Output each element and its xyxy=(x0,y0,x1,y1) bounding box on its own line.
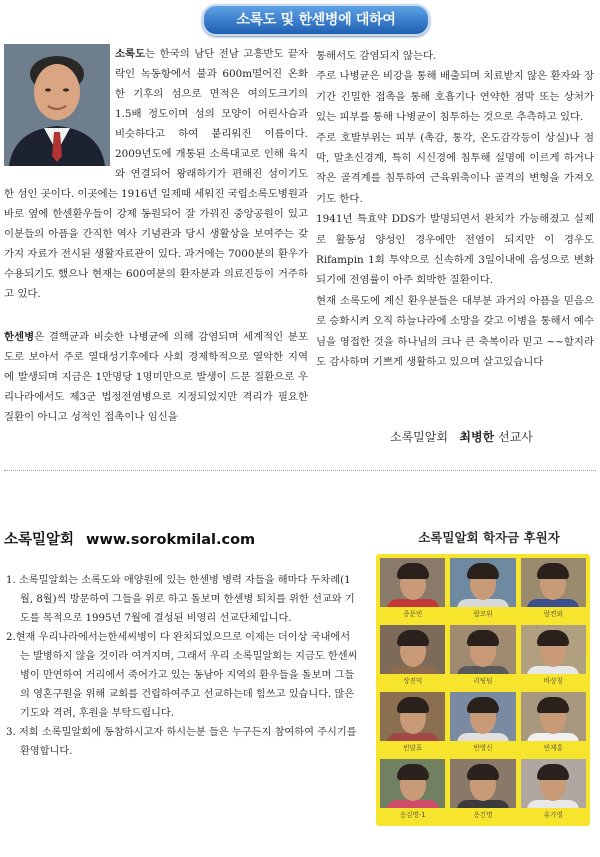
right-column xyxy=(316,46,594,373)
col2-paragraph: 주로 호발부위는 피부 (촉감, 통각, 온도감각등이 상실)나 점막, 말초신경계, 특히 시신경에 침투해 실명에 이르게 하거나 작은 골격계를 침투하여 근육위축이나 골격의 변형을 가져오기도 한다. xyxy=(316,131,594,205)
org-url-link[interactable]: www.sorokmilal.com xyxy=(86,532,256,548)
donor-name: 빈달표 xyxy=(403,744,423,752)
col2-paragraph: 현재 소록도에 계신 환우분들은 대부분 과거의 아픔을 믿음으로 승화시켜 오직 하늘나라에 소망을 갖고 이병을 통해서 예수님을 영접한 것을 하나님의 크나 큰 축복이라 믿고 ~~할지라도 감사하며 기쁘게 생활하고 있으며 살고있습니다 xyxy=(316,294,594,369)
donor-card xyxy=(521,692,586,757)
donor-name: 상진덕 xyxy=(403,677,423,685)
list-item: 3. 저희 소록밀알회에 동참하시고자 하시는분 들은 누구든지 참여하여 주시기를 환영합니다. xyxy=(6,727,357,758)
donor-card xyxy=(450,558,515,623)
hansen-term: 한센병 xyxy=(4,331,35,343)
donor-card xyxy=(521,558,586,623)
section-divider xyxy=(4,470,596,471)
signature-org: 소록밀알회 xyxy=(390,430,448,444)
org-heading xyxy=(4,528,255,549)
page-title-banner xyxy=(202,4,430,36)
col2-paragraph: 통해서도 감염되지 않는다. xyxy=(316,50,437,62)
donor-photo xyxy=(380,558,445,607)
donor-photo xyxy=(521,692,586,741)
page-title: 소록도 및 한센병에 대하여 xyxy=(236,12,396,28)
signature-name: 최병한 xyxy=(459,430,495,444)
donor-card xyxy=(521,625,586,690)
donor-photo xyxy=(380,759,445,808)
donor-name: 응김명-1 xyxy=(399,811,426,819)
sorokdo-term: 소록도 xyxy=(115,48,146,60)
donor-card xyxy=(450,759,515,824)
donor-card xyxy=(521,759,586,824)
org-name: 소록밀알회 xyxy=(4,532,75,548)
donor-photo xyxy=(521,558,586,607)
donor-name: 람켠외 xyxy=(543,610,563,618)
sorokdo-text: 는 한국의 남단 전남 고흥반도 끝자락인 녹동항에서 불과 600m떨어진 온화한 기후의 섬으로 면적은 여의도크기의 1.5배 정도이며 섬의 모양이 어린사슴과 비슷하다고 하여 붙리워진 이름이다. 2009년도에 개통된 소록대교로 인해 육지와 연결되어 왕래하기가 편해진 섬이기도 한 섬인 곳이다. 이곳에는 1916년 일제때 세워진 국립소록도병원과 바로 옆에 한센환우들이 강제 동원되어 잘 가꿔진 중앙공원이 있고 이분들의 아픔을 간직한 역사 기념관과 당시 생활상을 보여주는 갖가지 자료가 전시된 생활자료관이 있다. 과거에는 7000분의 환우가 수용되기도 했으나 현재는 600여분의 환자분과 의료진등이 거주하고 있다. xyxy=(4,48,308,300)
hansen-paragraph xyxy=(4,327,308,427)
donor-card xyxy=(450,692,515,757)
donor-photo xyxy=(380,625,445,674)
signature xyxy=(390,428,533,445)
donor-card xyxy=(450,625,515,690)
signature-role: 선교사 xyxy=(498,430,533,444)
donor-card xyxy=(380,759,445,824)
donor-photo xyxy=(450,759,515,808)
donors-title: 소록밀알회 학자금 후원자 xyxy=(418,530,560,545)
donor-name: 반영신 xyxy=(473,744,493,752)
donor-name: 바샹칭 xyxy=(543,677,563,685)
donor-name: 유가영 xyxy=(543,811,563,819)
donor-photo xyxy=(521,759,586,808)
donor-photo xyxy=(450,558,515,607)
donor-name: 리팅팀 xyxy=(473,677,493,685)
donor-photo xyxy=(380,692,445,741)
donor-grid xyxy=(376,554,590,826)
hansen-text: 은 결핵균과 비슷한 나병균에 의해 감염되며 세계적인 분포도로 보아서 주로 열대성기후에다 사회 경제학적으로 열악한 지역에 발생되며 지금은 1만명당 1명미만으로 발생이 드문 질환으로 우리나라에서도 제3군 법정전염병으로 지정되었지만 격리가 필요한 질환이 아니고 성적인 접촉이나 임신을 xyxy=(4,331,308,423)
donor-photo xyxy=(450,625,515,674)
donor-name: 종문빈 xyxy=(403,610,423,618)
donor-name: 응긴명 xyxy=(473,811,493,819)
donor-name: 빈재홍 xyxy=(543,744,563,752)
intro-column xyxy=(4,44,308,450)
donor-card xyxy=(380,692,445,757)
donor-photo xyxy=(521,625,586,674)
donor-card xyxy=(380,558,445,623)
donor-photo xyxy=(450,692,515,741)
col2-paragraph: 주로 나병균은 비강을 통해 배출되며 치료받지 않은 환자와 장기간 긴밀한 접촉을 통해 호흡기나 연약한 점막 또는 상처가 있는 피부를 통해 나병균이 침투하는 것으로 추측하고 있다. xyxy=(316,70,594,124)
list-item: 2.현재 우리나라에서는한세씨병이 다 완치되었으므로 이제는 더이상 국내에서는 발병하지 않을 것이라 여겨지며, 그래서 우리 소록밀알회는 지금도 한센씨병이 만연하여 거리에서 죽어가고 있는 동남아 지역의 환우들을 돌보며 그들의 영혼구원을 위해 교회를 건립하여주고 선교하는데 힘쓰고 있습니다. 많은 기도와 격려, 후원을 부탁드립니다. xyxy=(6,632,358,719)
col2-paragraph: 1941년 특효약 DDS가 발명되면서 완치가 가능해졌고 실제로 활동성 양성인 경우에만 전염이 되지만 이 경우도 Rifampin 1회 투약으로 신속하게 3일이내에 음성으로 변화되기에 전염률이 아주 희박한 질환이다. xyxy=(316,213,594,287)
list-item: 1. 소록밀알회는 소록도와 애양원에 있는 한센병 병력 자들을 해마다 두차례(1월, 8월)씩 방문하여 그들을 위로 하고 돌보며 한센병 퇴치를 위한 선교와 기도를 목적으로 1995년 7월에 결성된 비영리 선교단체입니다. xyxy=(6,575,355,624)
donor-card xyxy=(380,625,445,690)
notes-list xyxy=(6,572,358,763)
donor-name: 랍꼬위 xyxy=(473,610,493,618)
